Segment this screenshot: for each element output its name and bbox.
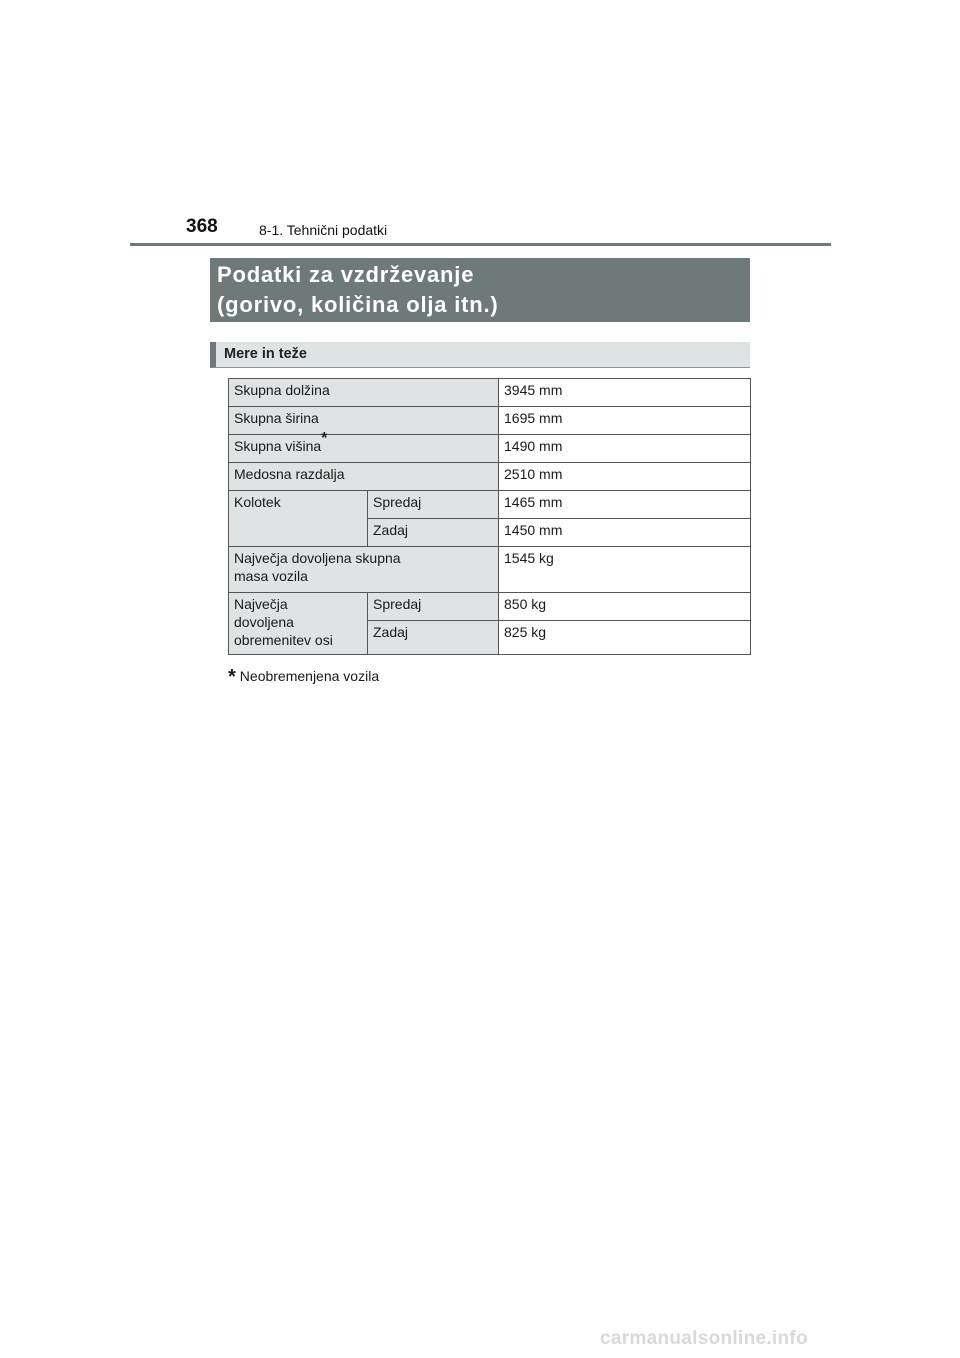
header-rule [130, 243, 831, 246]
kolotek-front-label: Spredaj [368, 491, 499, 519]
title-line-1: Podatki za vzdrževanje [217, 262, 475, 287]
kolotek-rear-value: 1450 mm [499, 519, 751, 547]
footnote-star: * [321, 430, 328, 448]
row-label: Skupna dolžina [229, 379, 499, 407]
footnote-star: * [228, 666, 236, 688]
table-row [229, 407, 751, 435]
axle-load-label-line-2: dovoljena [234, 614, 294, 630]
max-mass-label-line-1: Največja dovoljena skupna [234, 550, 401, 566]
kolotek-rear-label: Zadaj [368, 519, 499, 547]
row-value: 1490 mm [499, 435, 751, 463]
table-row [229, 463, 751, 491]
kolotek-front-value: 1465 mm [499, 491, 751, 519]
axle-rear-value: 825 kg [499, 621, 751, 655]
max-mass-label-line-2: masa vozila [234, 568, 308, 584]
row-label: Medosna razdalja [229, 463, 499, 491]
row-value: 3945 mm [499, 379, 751, 407]
table-row [229, 593, 751, 621]
kolotek-label: Kolotek [229, 491, 368, 547]
table-row [229, 435, 751, 463]
row-label: Skupna širina [229, 407, 499, 435]
table-row [229, 379, 751, 407]
section-label: 8-1. Tehnični podatki [259, 222, 388, 238]
axle-load-label [229, 593, 368, 655]
subsection-title: Mere in teže [224, 346, 307, 362]
page-number: 368 [186, 216, 218, 237]
footnote [228, 664, 379, 687]
axle-front-label: Spredaj [368, 593, 499, 621]
spec-table [228, 378, 751, 655]
title-banner [210, 258, 750, 322]
axle-load-label-line-3: obremenitev osi [234, 632, 333, 648]
footnote-text: Neobremenjena vozila [239, 668, 380, 684]
row-value: 1695 mm [499, 407, 751, 435]
table-row [229, 547, 751, 593]
axle-rear-label: Zadaj [368, 621, 499, 655]
max-mass-value: 1545 kg [499, 547, 751, 593]
subsection-banner [210, 342, 750, 368]
row-label [229, 430, 499, 463]
row-value: 2510 mm [499, 463, 751, 491]
axle-front-value: 850 kg [499, 593, 751, 621]
title-line-2: (gorivo, količina olja itn.) [217, 292, 499, 317]
axle-load-label-line-1: Največja [234, 596, 288, 612]
row-label-text: Skupna višina [234, 438, 322, 454]
max-mass-label [229, 547, 499, 593]
watermark: carmanualsonline.info [600, 1328, 808, 1349]
table-row [229, 491, 751, 519]
